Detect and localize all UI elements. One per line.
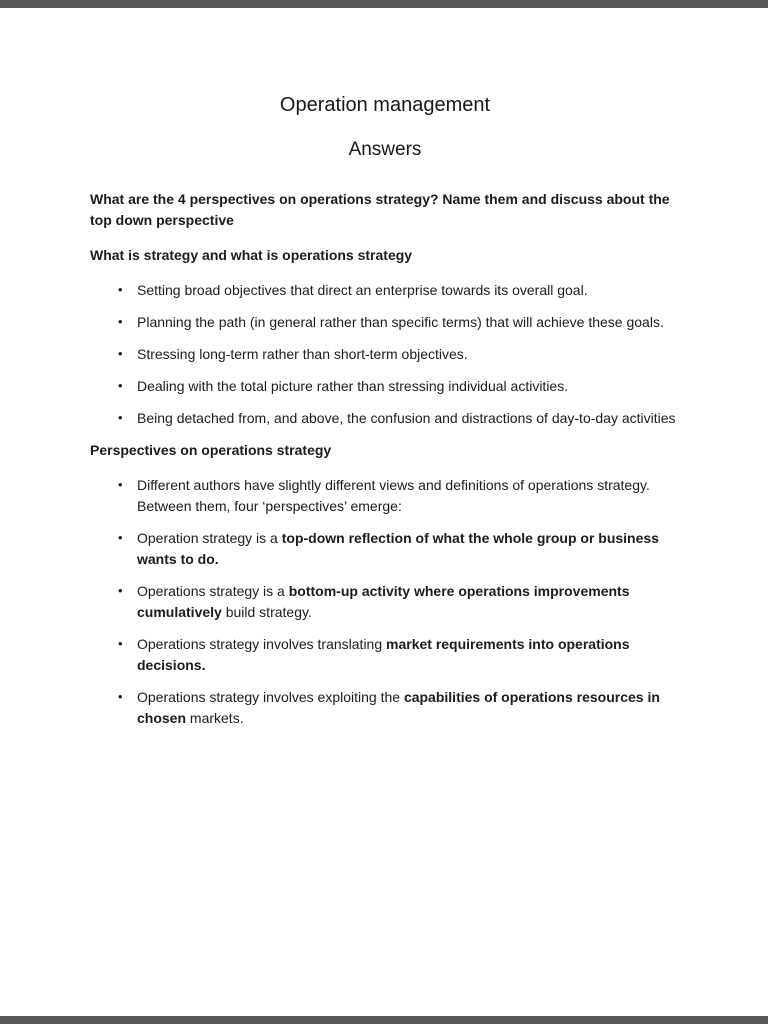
bullet-item [90,475,680,517]
bullet-text [137,280,680,301]
bullet-item [90,581,680,623]
document-page [0,8,768,1016]
bullet-text [137,687,680,729]
text-segment: Setting broad objectives that direct an enterprise towards its overall goal. [137,282,588,298]
text-segment: Different authors have slightly different views and definitions of operations strategy. Between them, four ‘perspectives’ emerge: [137,477,650,514]
text-segment: Being detached from, and above, the confusion and distractions of day-to-day activities [137,410,676,426]
heading-paragraph [90,440,680,461]
bullet-marker: • [118,689,123,704]
text-segment-bold: chosen [137,710,187,726]
text-segment-bold: bottom-up activity where operations improvements cumulatively [137,583,630,620]
bullet-marker: • [118,477,123,492]
text-segment-bold: Perspectives on operations strategy [90,442,332,458]
bullet-text [137,312,680,333]
bullet-marker: • [118,530,123,545]
heading-paragraph [90,245,680,266]
bullet-marker: • [118,378,123,393]
bullet-text [137,408,680,429]
bullet-text [137,581,680,623]
bullet-item [90,687,680,729]
text-segment: Dealing with the total picture rather than stressing individual activities. [137,378,569,394]
bullet-item [90,344,680,365]
text-segment: Planning the path (in general rather than specific terms) that will achieve these goals. [137,314,664,330]
document-subtitle: Answers [348,139,422,160]
text-segment: markets. [186,710,244,726]
text-segment: Stressing long-term rather than short-term objectives. [137,346,468,362]
bullet-text [137,475,680,517]
bullet-marker: • [118,583,123,598]
document-title: Operation management [279,94,491,116]
bullet-item [90,376,680,397]
bullet-text [137,634,680,676]
heading-paragraph [90,189,680,231]
text-segment: Operations strategy involves exploiting the [137,689,404,705]
bullet-text [137,376,680,397]
document-content [0,8,768,729]
bullet-marker: • [118,314,123,329]
bullet-item [90,312,680,333]
text-segment: Operations strategy is a [137,583,289,599]
bullet-item [90,634,680,676]
text-segment-bold: What are the 4 perspectives on operations strategy? Name them and discuss about the top down perspective [90,191,670,228]
bullet-marker: • [118,410,123,425]
text-segment: Operations strategy involves translating [137,636,387,652]
bullet-item [90,280,680,301]
bullet-marker: • [118,636,123,651]
bullet-item [90,528,680,570]
bullet-text [137,528,680,570]
text-segment-bold: capabilities of operations resources in [403,689,660,705]
text-segment: build strategy. [221,604,312,620]
bullet-marker: • [118,346,123,361]
text-segment-bold: What is strategy and what is operations strategy [90,247,413,263]
text-segment-bold: top-down reflection of what the whole group or business wants to do. [137,530,659,567]
bullet-item [90,408,680,429]
text-segment-bold: market requirements into operations decisions. [137,636,630,673]
bullet-marker: • [118,282,123,297]
document-body [90,189,680,729]
bullet-text [137,344,680,365]
text-segment: Operation strategy is a [137,530,282,546]
